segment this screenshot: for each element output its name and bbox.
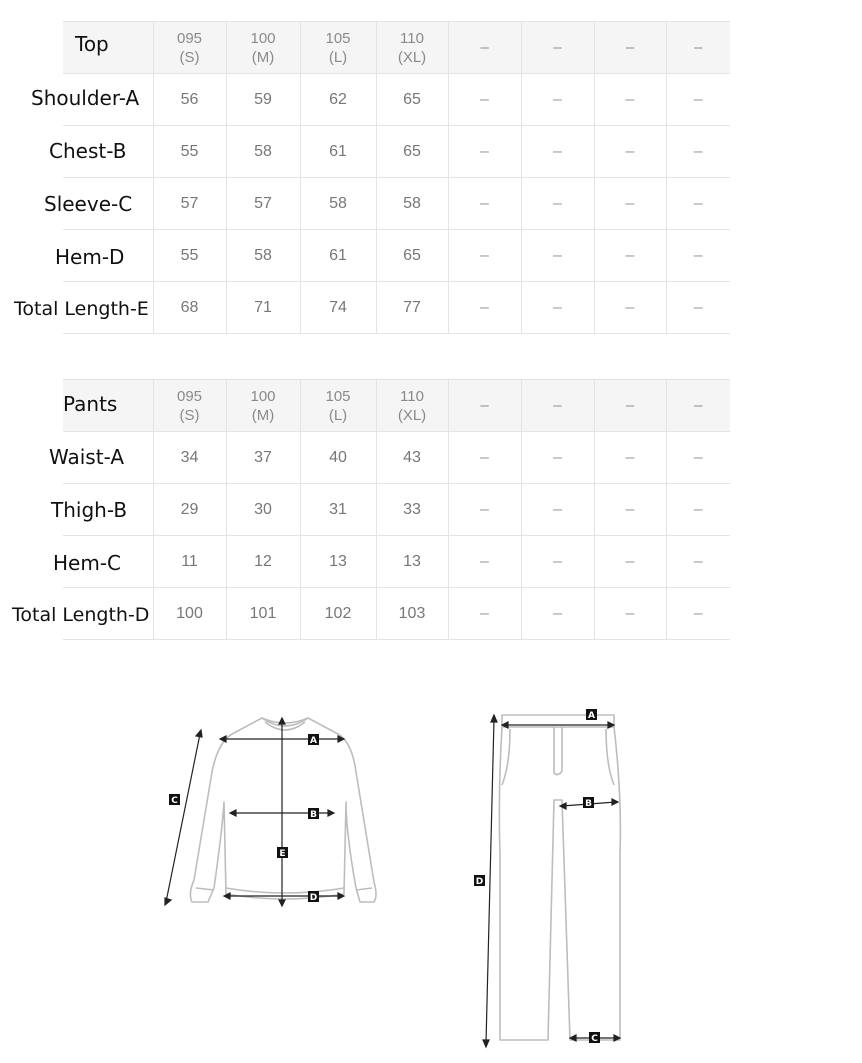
table-row <box>63 432 730 484</box>
pants-size-l <box>300 380 376 432</box>
value-cell: 59 <box>226 74 300 126</box>
empty-cell: – <box>448 230 521 282</box>
size-name: (S) <box>179 406 200 424</box>
size-code: 110 <box>400 387 424 405</box>
empty-cell: – <box>666 588 730 640</box>
value-cell: 61 <box>300 230 376 282</box>
size-name: (XL) <box>397 48 427 66</box>
value-cell: 68 <box>153 282 226 334</box>
size-name: (M) <box>251 48 275 66</box>
value-cell: 13 <box>376 536 448 588</box>
empty-cell: – <box>448 536 521 588</box>
top-size-s <box>153 22 226 74</box>
size-name: (M) <box>251 406 275 424</box>
empty-cell: – <box>666 432 730 484</box>
value-cell: 100 <box>153 588 226 640</box>
row-label: Thigh-B <box>51 498 128 522</box>
value-cell: 31 <box>300 484 376 536</box>
row-label: Sleeve-C <box>44 192 133 216</box>
value-cell: 58 <box>226 230 300 282</box>
value-cell: 37 <box>226 432 300 484</box>
value-cell: 58 <box>300 178 376 230</box>
empty-size-cell: – <box>594 22 666 74</box>
empty-cell: – <box>594 588 666 640</box>
empty-cell: – <box>448 432 521 484</box>
size-name: (L) <box>328 406 348 424</box>
value-cell: 30 <box>226 484 300 536</box>
size-name: (S) <box>179 48 200 66</box>
value-cell: 71 <box>226 282 300 334</box>
empty-size-cell: – <box>666 380 730 432</box>
size-code: 105 <box>325 387 351 405</box>
empty-cell: – <box>521 588 594 640</box>
marker-c-label: C <box>171 796 178 806</box>
empty-size-cell: – <box>448 22 521 74</box>
marker-d-label: D <box>309 893 318 903</box>
value-cell: 58 <box>226 126 300 178</box>
row-label: Total Length-E <box>14 298 149 320</box>
empty-cell: – <box>594 282 666 334</box>
row-label: Total Length-D <box>12 604 150 626</box>
marker-c-label: C <box>591 1034 598 1044</box>
empty-cell: – <box>448 126 521 178</box>
table-row <box>63 588 730 640</box>
pants-size-table <box>63 379 730 640</box>
empty-size-cell: – <box>594 380 666 432</box>
marker-d-label: D <box>475 877 484 887</box>
pants-size-xl <box>376 380 448 432</box>
empty-cell: – <box>594 230 666 282</box>
empty-size-cell: – <box>521 22 594 74</box>
value-cell: 43 <box>376 432 448 484</box>
empty-cell: – <box>666 536 730 588</box>
value-cell: 34 <box>153 432 226 484</box>
empty-cell: – <box>448 588 521 640</box>
pants-size-m <box>226 380 300 432</box>
empty-cell: – <box>594 126 666 178</box>
size-code: 095 <box>176 29 203 47</box>
marker-a-label: A <box>588 711 595 721</box>
top-size-m <box>226 22 300 74</box>
empty-cell: – <box>594 484 666 536</box>
value-cell: 102 <box>300 588 376 640</box>
value-cell: 103 <box>376 588 448 640</box>
value-cell: 11 <box>153 536 226 588</box>
pants-size-s <box>153 380 226 432</box>
top-table-title: Top <box>75 32 109 56</box>
size-name: (XL) <box>397 406 427 424</box>
value-cell: 57 <box>153 178 226 230</box>
table-row <box>63 230 730 282</box>
table-row <box>63 74 730 126</box>
empty-cell: – <box>448 484 521 536</box>
marker-b-label: B <box>310 810 317 820</box>
empty-cell: – <box>521 432 594 484</box>
size-code: 105 <box>325 29 351 47</box>
top-size-l <box>300 22 376 74</box>
empty-size-cell: – <box>448 380 521 432</box>
empty-cell: – <box>666 282 730 334</box>
pants-measurement-diagram <box>470 705 630 1050</box>
pants-table-title: Pants <box>63 392 118 416</box>
value-cell: 74 <box>300 282 376 334</box>
size-code: 110 <box>400 29 424 47</box>
empty-cell: – <box>666 74 730 126</box>
empty-cell: – <box>521 230 594 282</box>
size-code: 095 <box>176 387 203 405</box>
empty-cell: – <box>521 74 594 126</box>
value-cell: 12 <box>226 536 300 588</box>
value-cell: 77 <box>376 282 448 334</box>
top-size-xl <box>376 22 448 74</box>
row-label: Hem-D <box>55 245 125 269</box>
empty-cell: – <box>594 74 666 126</box>
row-label: Hem-C <box>53 551 122 575</box>
size-name: (L) <box>328 48 348 66</box>
value-cell: 29 <box>153 484 226 536</box>
empty-cell: – <box>594 536 666 588</box>
table-row <box>63 282 730 334</box>
empty-cell: – <box>594 178 666 230</box>
empty-cell: – <box>521 282 594 334</box>
value-cell: 55 <box>153 126 226 178</box>
sweatshirt-illustration <box>160 712 390 912</box>
top-size-table <box>63 21 730 334</box>
row-label: Chest-B <box>49 139 127 163</box>
empty-cell: – <box>594 432 666 484</box>
table-row <box>63 484 730 536</box>
empty-cell: – <box>521 126 594 178</box>
empty-cell: – <box>448 74 521 126</box>
empty-cell: – <box>521 484 594 536</box>
value-cell: 62 <box>300 74 376 126</box>
pants-illustration <box>470 705 630 1050</box>
row-label: Shoulder-A <box>31 86 140 110</box>
value-cell: 40 <box>300 432 376 484</box>
value-cell: 57 <box>226 178 300 230</box>
size-code: 100 <box>250 387 276 405</box>
value-cell: 65 <box>376 74 448 126</box>
table-row <box>63 536 730 588</box>
empty-cell: – <box>666 178 730 230</box>
table-row <box>63 178 730 230</box>
row-label: Waist-A <box>49 445 125 469</box>
pants-header-row <box>63 380 730 432</box>
empty-cell: – <box>666 230 730 282</box>
empty-cell: – <box>521 178 594 230</box>
empty-cell: – <box>666 484 730 536</box>
value-cell: 55 <box>153 230 226 282</box>
top-header-row <box>63 22 730 74</box>
empty-cell: – <box>448 282 521 334</box>
value-cell: 33 <box>376 484 448 536</box>
value-cell: 65 <box>376 230 448 282</box>
value-cell: 101 <box>226 588 300 640</box>
value-cell: 65 <box>376 126 448 178</box>
value-cell: 58 <box>376 178 448 230</box>
empty-size-cell: – <box>666 22 730 74</box>
empty-cell: – <box>448 178 521 230</box>
value-cell: 13 <box>300 536 376 588</box>
value-cell: 56 <box>153 74 226 126</box>
empty-cell: – <box>521 536 594 588</box>
table-row <box>63 126 730 178</box>
size-code: 100 <box>250 29 276 47</box>
marker-a-label: A <box>310 736 317 746</box>
empty-cell: – <box>666 126 730 178</box>
top-measurement-diagram <box>160 712 390 912</box>
marker-b-label: B <box>585 799 592 809</box>
marker-e-label: E <box>279 849 286 859</box>
empty-size-cell: – <box>521 380 594 432</box>
value-cell: 61 <box>300 126 376 178</box>
